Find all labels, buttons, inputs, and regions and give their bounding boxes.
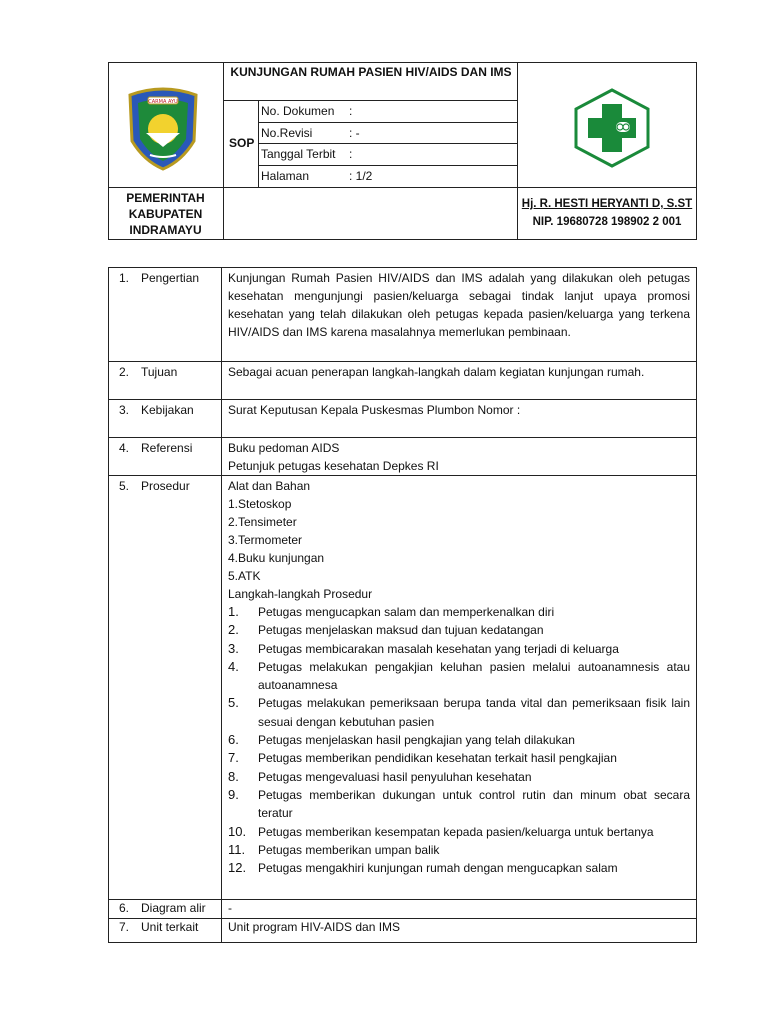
section-label-text: Diagram alir <box>141 901 206 915</box>
doc-field-value: : 1/2 <box>349 169 373 183</box>
step-number: 4. <box>228 658 239 674</box>
section-label-referensi <box>110 437 220 459</box>
org-line: INDRAMAYU <box>129 223 202 237</box>
procedure-step <box>228 694 690 731</box>
tool-item: 4.Buku kunjungan <box>228 551 325 565</box>
step-number: 1. <box>228 604 239 619</box>
section-number: 3. <box>119 403 130 417</box>
step-number: 9. <box>228 786 239 802</box>
section-label-unit <box>110 918 220 938</box>
step-number: 5. <box>228 695 239 711</box>
tool-item: 1.Stetoskop <box>228 497 292 511</box>
doc-field-label: No.Revisi <box>261 126 313 140</box>
section-label-tujuan <box>110 361 220 383</box>
procedure-steps <box>228 603 690 877</box>
tool-item: 3.Termometer <box>228 533 303 547</box>
section-label-text: Referensi <box>141 441 193 455</box>
doc-field-value: : <box>349 104 353 118</box>
section-label-pengertian <box>110 267 220 289</box>
tools-heading: Alat dan Bahan <box>228 479 311 493</box>
section-label-text: Unit terkait <box>141 920 199 934</box>
procedure-step <box>228 731 690 749</box>
step-text: Petugas melakukan pemeriksaan berupa tanda vital dan pemeriksaan fisik lain sesuai dengan kebutuhan pasien <box>258 696 690 729</box>
step-text: Petugas memberikan dukungan untuk control rutin dan minum obat secara teratur <box>258 787 690 821</box>
signer-name: Hj. R. HESTI HERYANTI D, S.ST <box>521 198 693 210</box>
prosedur-content <box>223 475 695 879</box>
section-label-text: Tujuan <box>141 365 178 379</box>
step-number: 3. <box>228 640 239 656</box>
logo-ribbon-text: CARMA AYU <box>148 99 178 105</box>
doc-field-value: : <box>349 147 353 161</box>
kebijakan-text: Surat Keputusan Kepala Puskesmas Plumbon Nomor : <box>228 403 521 417</box>
step-number: 11. <box>228 841 246 857</box>
step-text: Petugas melakukan pengakjian keluhan pasien melalui autoanamnesis atau autoanamnesa <box>258 659 690 693</box>
signer-nip: NIP. 19680728 198902 2 001 <box>532 216 682 228</box>
sop-label: SOP <box>229 136 255 150</box>
referensi-line: Buku pedoman AIDS <box>228 441 340 455</box>
doc-field-label: Halaman <box>261 169 310 183</box>
steps-heading: Langkah-langkah Prosedur <box>228 587 373 601</box>
step-text: Petugas mengucapkan salam dan memperkenalkan diri <box>258 605 555 619</box>
section-number: 2. <box>119 365 130 379</box>
step-text: Petugas memberikan kesempatan kepada pasien/keluarga untuk bertanya <box>258 824 654 839</box>
section-number: 4. <box>119 441 130 455</box>
doc-field-value: : - <box>349 126 360 140</box>
section-number: 1. <box>119 271 130 285</box>
procedure-step <box>228 841 690 859</box>
diagram-text: - <box>228 901 232 915</box>
referensi-content <box>223 437 695 477</box>
procedure-step <box>228 823 690 841</box>
section-number: 5. <box>119 479 130 493</box>
procedure-step <box>228 640 690 658</box>
step-number: 2. <box>228 622 239 638</box>
step-number: 6. <box>228 732 239 748</box>
procedure-step <box>228 859 690 877</box>
unit-text: Unit program HIV-AIDS dan IMS <box>228 920 401 934</box>
step-text: Petugas membicarakan masalah kesehatan yang terjadi di keluarga <box>258 641 619 656</box>
indramayu-logo <box>122 85 204 171</box>
section-label-prosedur <box>110 475 220 497</box>
step-number: 12. <box>228 860 247 876</box>
section-label-kebijakan <box>110 399 220 421</box>
step-number: 7. <box>228 750 239 766</box>
section-number: 6. <box>119 901 130 915</box>
procedure-step <box>228 621 690 639</box>
section-label-text: Pengertian <box>141 271 200 285</box>
step-text: Petugas mengevaluasi hasil penyuluhan kesehatan <box>258 769 532 784</box>
tool-item: 2.Tensimeter <box>228 515 297 529</box>
document-title: KUNJUNGAN RUMAH PASIEN HIV/AIDS DAN IMS <box>230 65 512 79</box>
step-text: Petugas mengakhiri kunjungan rumah dengan mengucapkan salam <box>258 861 618 876</box>
section-label-text: Prosedur <box>141 479 190 493</box>
pengertian-text: Kunjungan Rumah Pasien HIV/AIDS dan IMS adalah yang dilakukan oleh petugas kesehatan mengunjungi pasien/keluarga sebagai tindak lanjut upaya promosi kesehatan yang telah dilakukan oleh petugas kepada pasien/keluarga yang terkena HIV/AIDS dan IMS karena masalahnya memerlukan pembinaan. <box>228 271 690 339</box>
procedure-step <box>228 603 690 621</box>
section-label-diagram <box>110 899 220 919</box>
procedure-step <box>228 768 690 786</box>
procedure-step <box>228 658 690 695</box>
section-label-text: Kebijakan <box>141 403 194 417</box>
step-text: Petugas menjelaskan hasil pengkajian yang telah dilakukan <box>258 733 575 748</box>
referensi-line: Petunjuk petugas kesehatan Depkes RI <box>228 459 439 473</box>
step-number: 8. <box>228 768 239 784</box>
org-line: PEMERINTAH <box>126 191 205 205</box>
section-number: 7. <box>119 920 130 934</box>
procedure-step <box>228 749 690 767</box>
step-text: Petugas memberikan pendidikan kesehatan terkait hasil pengkajian <box>258 751 617 766</box>
tool-item: 5.ATK <box>228 569 261 583</box>
step-text: Petugas menjelaskan maksud dan tujuan kedatangan <box>258 623 544 638</box>
doc-field-label: Tanggal Terbit <box>261 147 336 161</box>
tujuan-text: Sebagai acuan penerapan langkah-langkah dalam kegiatan kunjungan rumah. <box>228 365 645 379</box>
puskesmas-logo <box>571 87 653 169</box>
org-line: KABUPATEN <box>128 207 203 221</box>
doc-field-label: No. Dokumen <box>261 104 335 118</box>
procedure-step <box>228 786 690 823</box>
step-text: Petugas memberikan umpan balik <box>258 842 440 857</box>
step-number: 10. <box>228 823 247 839</box>
